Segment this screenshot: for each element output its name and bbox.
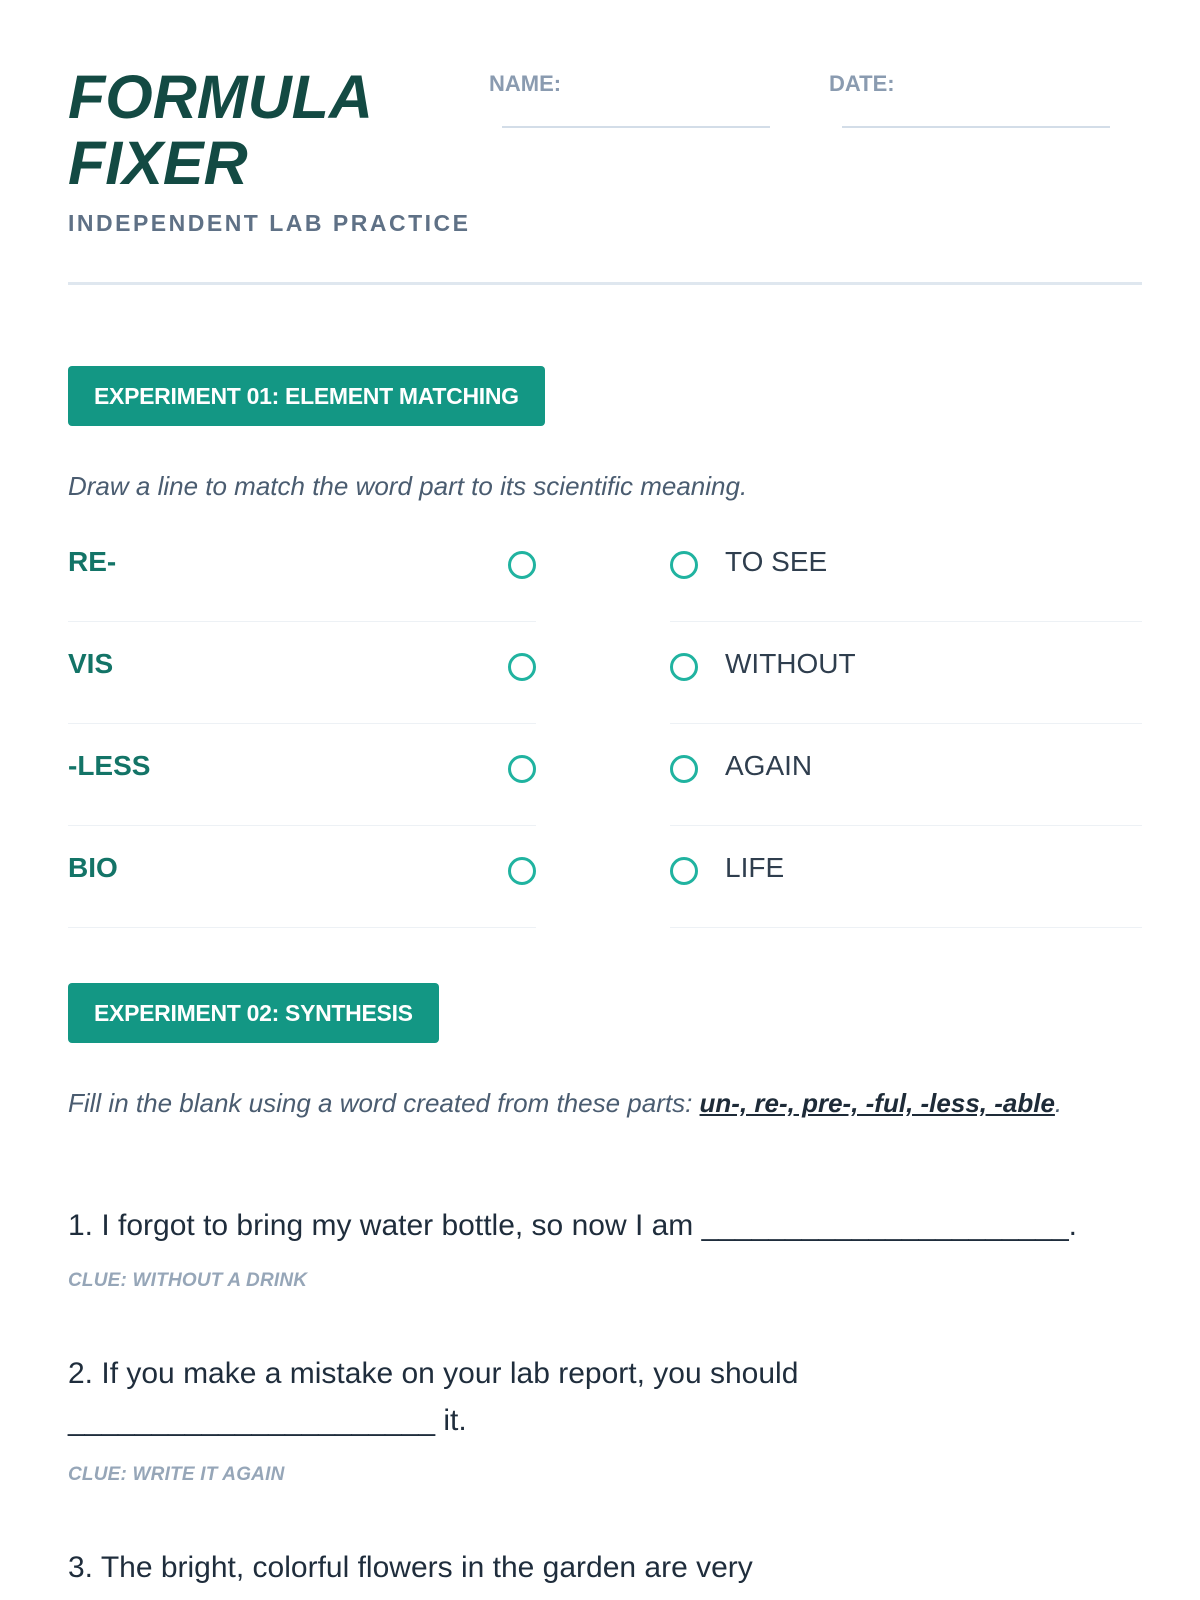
experiment-1-instruction: Draw a line to match the word part to its scientific meaning. <box>68 471 748 501</box>
title-line-1: FORMULA <box>68 63 373 131</box>
match-term-row <box>68 622 536 724</box>
match-term-row <box>68 724 536 826</box>
question-2-clue: CLUE: WRITE IT AGAIN <box>68 1464 285 1485</box>
date-label: DATE: <box>829 71 895 96</box>
date-field[interactable] <box>842 126 1110 128</box>
worksheet-subtitle: INDEPENDENT LAB PRACTICE <box>68 210 471 236</box>
match-meaning-row <box>670 724 1142 826</box>
match-dot-meaning-4[interactable] <box>670 857 698 885</box>
match-term: RE- <box>68 546 117 577</box>
question-1-clue: CLUE: WITHOUT A DRINK <box>68 1270 308 1291</box>
match-term-row <box>68 520 536 622</box>
header-divider <box>68 282 1142 285</box>
match-meaning: TO SEE <box>725 546 828 577</box>
experiment-2-instruction <box>68 1083 1128 1124</box>
match-term: -LESS <box>68 750 151 781</box>
match-dot-term-3[interactable] <box>508 755 536 783</box>
experiment-2-badge: EXPERIMENT 02: SYNTHESIS <box>68 983 439 1043</box>
match-meaning-row <box>670 520 1142 622</box>
worksheet-title <box>68 64 468 196</box>
question-3[interactable]: 3. The bright, colorful flowers in the garden are very <box>68 1551 753 1584</box>
instruction-suffix: . <box>1054 1088 1063 1118</box>
match-dot-term-4[interactable] <box>508 857 536 885</box>
instruction-prefix: Fill in the blank using a word created from these parts: <box>68 1088 700 1118</box>
title-line-2: FIXER <box>68 129 248 197</box>
match-meaning: AGAIN <box>725 750 813 781</box>
match-meaning: WITHOUT <box>725 648 856 679</box>
match-term: VIS <box>68 648 114 679</box>
match-dot-term-2[interactable] <box>508 653 536 681</box>
question-2[interactable]: 2. If you make a mistake on your lab report, you should ______________________ it. <box>68 1357 799 1437</box>
match-term-row <box>68 826 536 928</box>
match-dot-term-1[interactable] <box>508 551 536 579</box>
match-dot-meaning-3[interactable] <box>670 755 698 783</box>
question-1[interactable]: 1. I forgot to bring my water bottle, so now I am ______________________. <box>68 1209 1078 1242</box>
match-dot-meaning-1[interactable] <box>670 551 698 579</box>
match-meaning-row <box>670 622 1142 724</box>
word-parts-list: un-, re-, pre-, -ful, -less, -able <box>699 1088 1055 1118</box>
name-label: NAME: <box>489 71 562 96</box>
match-meaning: LIFE <box>725 852 785 883</box>
match-term: BIO <box>68 852 118 883</box>
match-dot-meaning-2[interactable] <box>670 653 698 681</box>
experiment-1-badge: EXPERIMENT 01: ELEMENT MATCHING <box>68 366 545 426</box>
name-field[interactable] <box>502 126 770 128</box>
match-meaning-row <box>670 826 1142 928</box>
